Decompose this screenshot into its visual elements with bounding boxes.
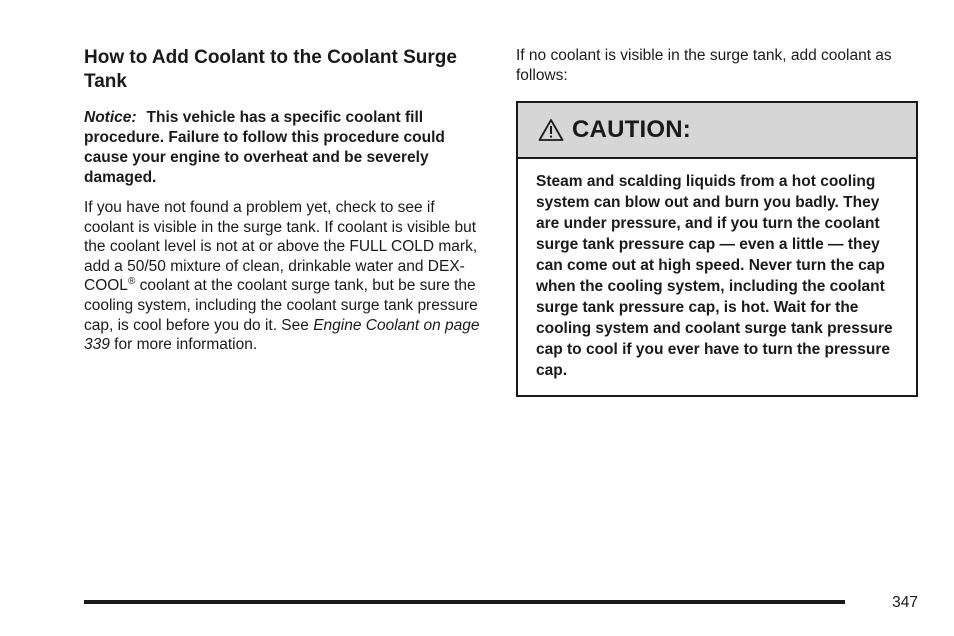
warning-triangle-icon	[538, 118, 564, 142]
caution-header	[518, 103, 916, 159]
notice-paragraph	[84, 108, 484, 188]
body-text-after-mark: coolant at the coolant surge tank, but be sure the cooling system, including the coolant surge tank pressure cap, is cool before you do it. See	[84, 277, 478, 334]
body-text-before-mark: If you have not found a problem yet, check to see if coolant is visible in the surge tank. If coolant is visible but the coolant level is not at or above the FULL COLD mark, add a 50/50 mixture of clean, drinkable water and DEX-COOL	[84, 199, 478, 295]
page-number: 347	[892, 594, 918, 611]
caution-text: Steam and scalding liquids from a hot cooling system can blow out and burn you badly. They are under pressure, and if you turn the coolant surge tank pressure cap — even a little — they can come out at high speed. Never turn the cap when the cooling system, including the coolant surge tank pressure cap, is hot. Wait for the cooling system and coolant surge tank pressure cap to cool if you ever have to turn the pressure cap.	[536, 173, 893, 380]
registered-mark: ®	[127, 276, 136, 288]
section-heading: How to Add Coolant to the Coolant Surge Tank	[84, 47, 457, 92]
left-column	[84, 46, 484, 355]
notice-text: This vehicle has a specific coolant fill procedure. Failure to follow this procedure could cause your engine to overheat and be severely damaged.	[84, 109, 445, 186]
notice-label: Notice:	[84, 109, 137, 126]
body-text-end: for more information.	[109, 336, 258, 354]
caution-box	[516, 101, 918, 397]
caution-title: CAUTION:	[572, 116, 691, 144]
right-column	[516, 46, 918, 397]
cross-reference-link[interactable]: Engine Coolant on page 339	[84, 316, 480, 354]
intro-paragraph: If no coolant is visible in the surge tank, add coolant as follows:	[516, 47, 892, 84]
body-paragraph	[84, 198, 484, 355]
footer-rule	[84, 600, 845, 604]
